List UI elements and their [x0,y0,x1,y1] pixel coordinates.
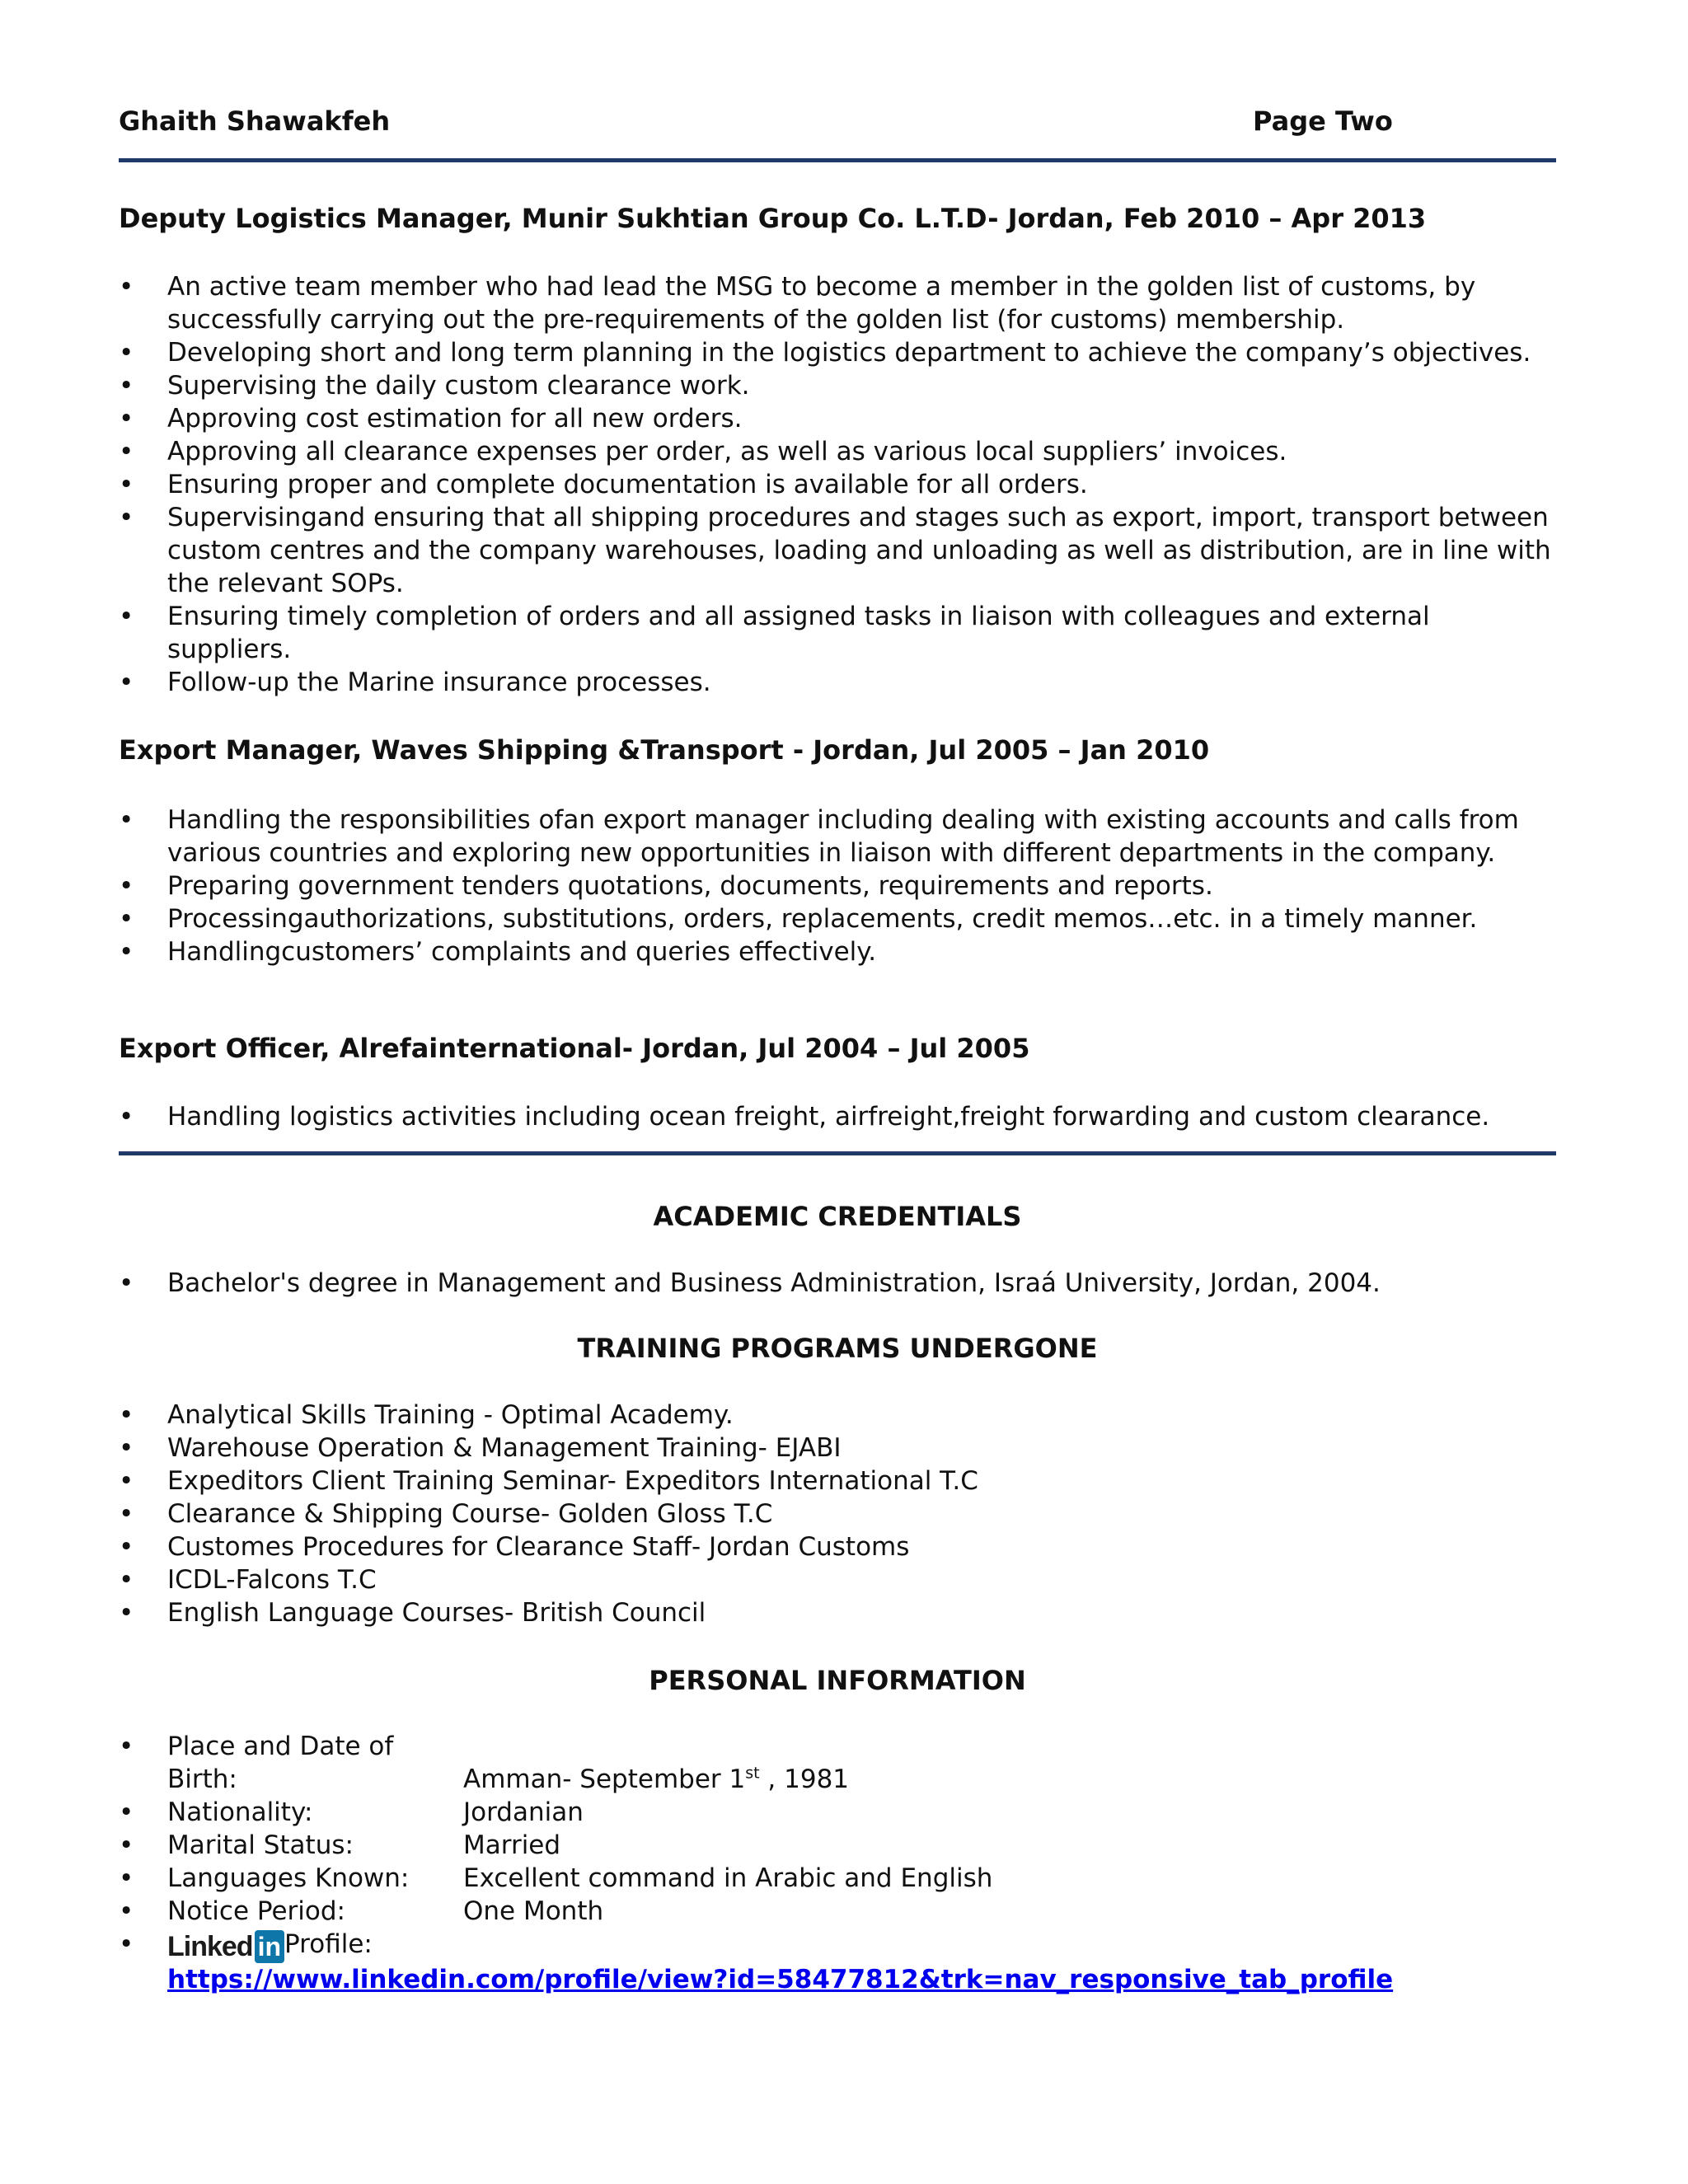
notice-value: One Month [463,1896,604,1926]
linkedin-logo-text: • Linked [167,1931,253,1962]
birth-info [119,1730,1561,1796]
marital-value: Married [463,1830,561,1860]
job-title-export-officer: Export Officer, Alrefainternational- Jordan, Jul 2004 – Jul 2005 [119,1033,1030,1064]
header-divider [119,158,1556,162]
list-item: • Ensuring timely completion of orders and all assigned tasks in liaison with colleagues and external suppliers. [119,600,1561,666]
list-item: • Processingauthorizations, substitutions, orders, replacements, credit memos…etc. in a timely manner. [119,902,1561,935]
birth-value-text: Amman- September 1 [463,1765,746,1794]
list-item: • Supervisingand ensuring that all shipping procedures and stages such as export, import, transport between custom centres and the company warehouses, loading and unloading as well as distribution, are in line with the relevant SOPs. [119,501,1561,600]
marital-info [119,1829,1561,1862]
list-item: • Warehouse Operation & Management Training- EJABI [119,1432,1561,1465]
list-item: • ICDL-Falcons T.C [119,1563,1561,1596]
list-item: • Developing short and long term planning in the logistics department to achieve the company’s objectives. [119,336,1561,369]
linkedin-logo-box: in [255,1930,284,1963]
list-item: • Bachelor's degree in Management and Business Administration, Israá University, Jordan, 2004. [119,1267,1561,1300]
personal-heading: PERSONAL INFORMATION [649,1665,1026,1696]
list-item: • English Language Courses- British Council [119,1596,1561,1629]
list-item: • Approving all clearance expenses per order, as well as various local suppliers’ invoices. [119,435,1561,468]
birth-ordinal: st [745,1764,760,1783]
list-item: • Ensuring proper and complete documentation is available for all orders. [119,468,1561,501]
list-item: • Clearance & Shipping Course- Golden Gloss T.C [119,1497,1561,1530]
job-3-duties [119,1100,1561,1133]
list-item: • Analytical Skills Training - Optimal Academy. [119,1399,1561,1432]
notice-label: Notice Period: [167,1896,346,1926]
nationality-label: Nationality: [167,1797,313,1827]
training-heading: TRAINING PROGRAMS UNDERGONE [577,1333,1098,1364]
academic-list [119,1267,1561,1300]
nationality-info [119,1796,1561,1829]
list-item: • Preparing government tenders quotations, documents, requirements and reports. [119,869,1561,902]
linkedin-profile-link[interactable]: https://www.linkedin.com/profile/view?id=58477812&trk=nav_responsive_tab_profile [167,1965,1394,1994]
languages-label: Languages Known: [167,1863,410,1893]
list-item: • Handlingcustomers’ complaints and queries effectively. [119,935,1561,968]
section-divider [119,1151,1556,1155]
candidate-name: Ghaith Shawakfeh [119,105,391,137]
list-item: • Supervising the daily custom clearance work. [119,369,1561,402]
job-2-duties [119,804,1561,968]
notice-info [119,1895,1561,1928]
linkedin-logo-icon [167,1930,284,1963]
list-item: • Approving cost estimation for all new orders. [119,402,1561,435]
list-item: • Handling the responsibilities ofan export manager including dealing with existing accounts and calls from various countries and exploring new opportunities in liaison with different departments in the company. [119,804,1561,869]
linkedin-info [119,1928,1561,1996]
academic-heading: ACADEMIC CREDENTIALS [653,1201,1022,1232]
list-item: • An active team member who had lead the MSG to become a member in the golden list of customs, by successfully carrying out the pre-requirements of the golden list (for customs) membership. [119,270,1561,336]
personal-info-list [119,1730,1561,1996]
job-title-export-manager: Export Manager, Waves Shipping &Transport - Jordan, Jul 2005 – Jan 2010 [119,734,1210,766]
job-title-deputy-logistics-manager: Deputy Logistics Manager, Munir Sukhtian Group Co. L.T.D- Jordan, Feb 2010 – Apr 2013 [119,203,1427,234]
training-list [119,1399,1561,1629]
list-item: • Follow-up the Marine insurance processes. [119,666,1561,699]
birth-label: Place and Date of Birth: [167,1732,394,1794]
birth-value [463,1765,849,1794]
list-item: • Handling logistics activities including ocean freight, airfreight,freight forwarding and custom clearance. [119,1100,1561,1133]
page-label: Page Two [1253,105,1393,137]
list-item: • Customes Procedures for Clearance Staff- Jordan Customs [119,1530,1561,1563]
list-item: • Expeditors Client Training Seminar- Expeditors International T.C [119,1465,1561,1497]
languages-value: Excellent command in Arabic and English [463,1863,993,1893]
languages-info [119,1862,1561,1895]
job-1-duties [119,270,1561,699]
marital-label: Marital Status: [167,1830,354,1860]
profile-label: Profile: [284,1929,373,1959]
nationality-value: Jordanian [463,1797,584,1827]
birth-year: , 1981 [759,1765,850,1794]
